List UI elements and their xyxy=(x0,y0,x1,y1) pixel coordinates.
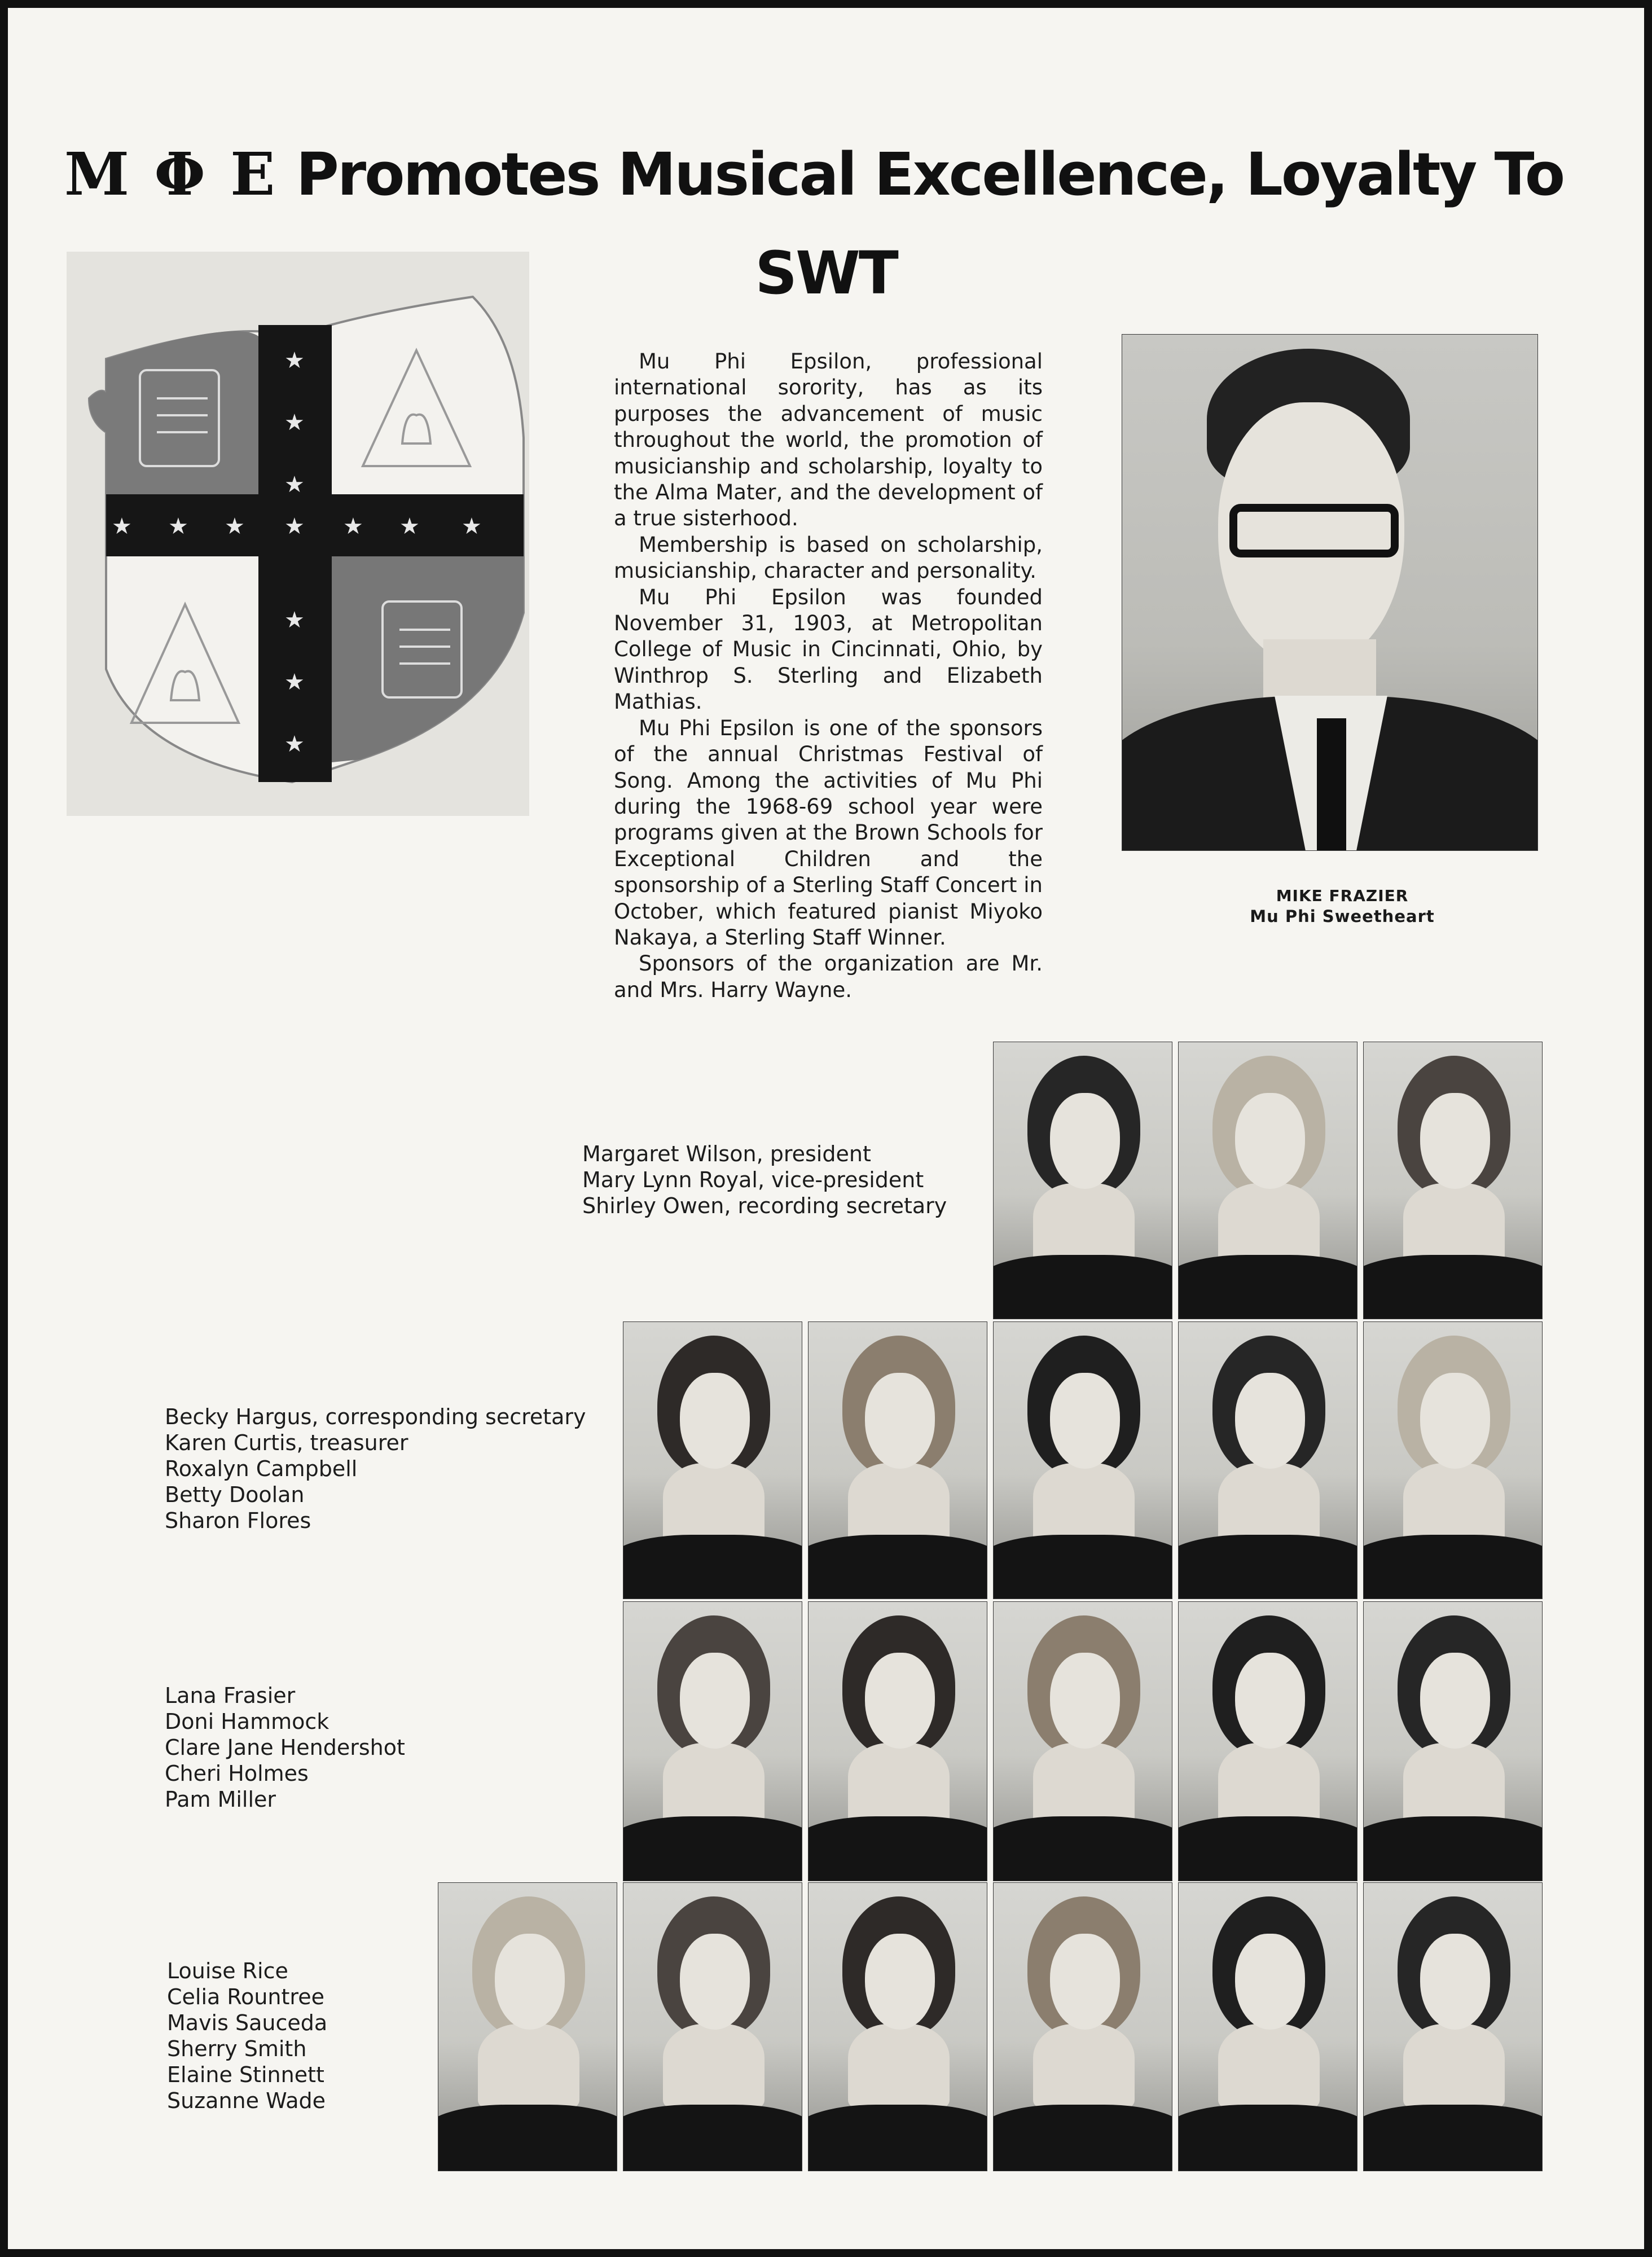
member-portrait xyxy=(1178,1042,1357,1319)
member-portrait xyxy=(808,1321,987,1599)
portrait-drape xyxy=(993,1535,1172,1599)
member-portrait xyxy=(1363,1882,1543,2171)
portrait-face xyxy=(865,1653,935,1749)
title-line-2: SWT xyxy=(755,239,897,308)
crest-image xyxy=(67,252,529,816)
portrait-face xyxy=(1050,1093,1120,1189)
portrait-neck xyxy=(1218,2024,1320,2109)
portrait-drape xyxy=(1363,1816,1543,1881)
portrait-face xyxy=(680,1653,750,1749)
title-line-1: Promotes Musical Excellence, Loyalty To xyxy=(296,140,1564,209)
portrait-drape xyxy=(1178,1255,1357,1319)
member-caption: Margaret Wilson, president xyxy=(582,1141,871,1166)
member-caption: Lana Frasier xyxy=(165,1683,296,1708)
greek-letters: Μ Φ Ε xyxy=(64,139,278,209)
member-portrait xyxy=(993,1882,1172,2171)
star-icon: ★ xyxy=(284,348,305,374)
member-caption: Betty Doolan xyxy=(165,1482,305,1507)
article-paragraph: Mu Phi Epsilon was founded November 31, 1903, at Metropolitan College of Music in Cincinnati, Ohio, by Winthrop S. Sterling and Elizabeth Mathias. xyxy=(614,585,1043,714)
member-caption: Roxalyn Campbell xyxy=(165,1456,358,1481)
member-caption: Doni Hammock xyxy=(165,1709,329,1734)
member-portrait xyxy=(623,1601,802,1881)
sweetheart-title: Mu Phi Sweetheart xyxy=(1250,907,1435,926)
star-icon: ★ xyxy=(284,607,305,633)
member-portrait xyxy=(623,1882,802,2171)
portrait-drape xyxy=(438,2105,617,2171)
article-paragraph: Mu Phi Epsilon, professional international sorority, has as its purposes the advancement of music throughout the world, the promotion of musicianship and scholarship, loyalty to the Alma Mater, and the development of a true sisterhood. xyxy=(614,349,1043,531)
member-caption: Mary Lynn Royal, vice-president xyxy=(582,1167,924,1192)
member-portrait xyxy=(1363,1321,1543,1599)
article-paragraph: Sponsors of the organization are Mr. and Mrs. Harry Wayne. xyxy=(614,951,1043,1002)
portrait-face xyxy=(1235,1934,1305,2030)
star-icon: ★ xyxy=(225,513,245,539)
portrait-drape xyxy=(623,2105,802,2171)
portrait-face xyxy=(1420,1653,1490,1749)
article-body xyxy=(614,349,1043,1003)
portrait-drape xyxy=(808,2105,987,2171)
star-icon: ★ xyxy=(462,513,482,539)
page-title xyxy=(64,132,1599,217)
star-icon: ★ xyxy=(343,513,363,539)
portrait-face xyxy=(680,1373,750,1469)
portrait-neck xyxy=(478,2024,579,2109)
necktie xyxy=(1317,718,1346,851)
member-portrait xyxy=(993,1601,1172,1881)
portrait-drape xyxy=(993,2105,1172,2171)
portrait-drape xyxy=(993,1255,1172,1319)
portrait-drape xyxy=(623,1816,802,1881)
star-icon: ★ xyxy=(284,731,305,757)
star-icon: ★ xyxy=(168,513,188,539)
portrait-face xyxy=(1235,1093,1305,1189)
row-2-captions xyxy=(165,1404,586,1534)
member-portrait xyxy=(623,1321,802,1599)
portrait-drape xyxy=(1363,1535,1543,1599)
portrait-face xyxy=(865,1934,935,2030)
portrait-face xyxy=(1420,1373,1490,1469)
row-1-captions xyxy=(582,1141,947,1219)
portrait-face xyxy=(1050,1934,1120,2030)
member-portrait xyxy=(1178,1882,1357,2171)
member-caption: Cheri Holmes xyxy=(165,1761,309,1786)
member-caption: Sherry Smith xyxy=(167,2036,307,2061)
portrait-face xyxy=(1235,1653,1305,1749)
portrait-drape xyxy=(808,1816,987,1881)
member-portrait xyxy=(808,1882,987,2171)
portrait-neck xyxy=(663,1743,765,1828)
glasses-icon xyxy=(1229,504,1399,557)
member-caption: Elaine Stinnett xyxy=(167,2062,324,2087)
portrait-drape xyxy=(993,1816,1172,1881)
member-portrait xyxy=(1178,1321,1357,1599)
member-caption: Pam Miller xyxy=(165,1787,276,1812)
member-portrait xyxy=(438,1882,617,2171)
member-portrait xyxy=(808,1601,987,1881)
portrait-drape xyxy=(1178,1535,1357,1599)
portrait-neck xyxy=(1033,1743,1135,1828)
row-3-captions xyxy=(165,1683,405,1812)
member-caption: Shirley Owen, recording secretary xyxy=(582,1193,947,1218)
sweetheart-caption xyxy=(1125,886,1559,926)
portrait-neck xyxy=(1403,1743,1505,1828)
member-caption: Karen Curtis, treasurer xyxy=(165,1430,408,1455)
portrait-face xyxy=(1050,1373,1120,1469)
member-caption: Mavis Sauceda xyxy=(167,2010,328,2035)
portrait-face xyxy=(680,1934,750,2030)
sweetheart-name: MIKE FRAZIER xyxy=(1276,886,1409,905)
portrait-drape xyxy=(1363,2105,1543,2171)
portrait-drape xyxy=(1178,2105,1357,2171)
portrait-drape xyxy=(1178,1816,1357,1881)
member-caption: Clare Jane Hendershot xyxy=(165,1735,405,1760)
sweetheart-portrait xyxy=(1122,334,1538,851)
star-icon: ★ xyxy=(284,472,305,498)
member-caption: Suzanne Wade xyxy=(167,2088,326,2113)
portrait-face xyxy=(495,1934,565,2030)
member-caption: Becky Hargus, corresponding secretary xyxy=(165,1404,586,1429)
member-portrait xyxy=(993,1042,1172,1319)
portrait-neck xyxy=(1033,2024,1135,2109)
member-portrait xyxy=(1363,1042,1543,1319)
portrait-drape xyxy=(1363,1255,1543,1319)
portrait-neck xyxy=(848,1743,950,1828)
article-paragraph: Membership is based on scholarship, musicianship, character and personality. xyxy=(614,532,1043,583)
member-portrait xyxy=(993,1321,1172,1599)
member-portrait xyxy=(1178,1601,1357,1881)
portrait-drape xyxy=(623,1535,802,1599)
star-icon: ★ xyxy=(399,513,420,539)
portrait-face xyxy=(1235,1373,1305,1469)
member-caption: Louise Rice xyxy=(167,1959,288,1983)
star-icon: ★ xyxy=(284,410,305,436)
member-caption: Celia Rountree xyxy=(167,1984,324,2009)
portrait-neck xyxy=(663,2024,765,2109)
portrait-neck xyxy=(1218,1743,1320,1828)
portrait-drape xyxy=(808,1535,987,1599)
portrait-face xyxy=(1050,1653,1120,1749)
star-icon: ★ xyxy=(284,669,305,695)
member-portrait xyxy=(1363,1601,1543,1881)
row-4-captions xyxy=(167,1958,327,2114)
portrait-face xyxy=(865,1373,935,1469)
member-caption: Sharon Flores xyxy=(165,1508,311,1533)
star-icon: ★ xyxy=(284,513,305,539)
article-paragraph: Mu Phi Epsilon is one of the sponsors of the annual Christmas Festival of Song. Among the activities of Mu Phi during the 1968-69 school year were programs given at the Brown Schools for Exceptional Children and the sponsorship of a Sterling Staff Concert in October, which featured pianist Miyoko Nakaya, a Sterling Staff Winner. xyxy=(614,715,1043,950)
portrait-neck xyxy=(1403,2024,1505,2109)
portrait-face xyxy=(1420,1934,1490,2030)
star-icon: ★ xyxy=(112,513,132,539)
portrait-face xyxy=(1420,1093,1490,1189)
portrait-neck xyxy=(848,2024,950,2109)
yearbook-page xyxy=(8,8,1644,2249)
